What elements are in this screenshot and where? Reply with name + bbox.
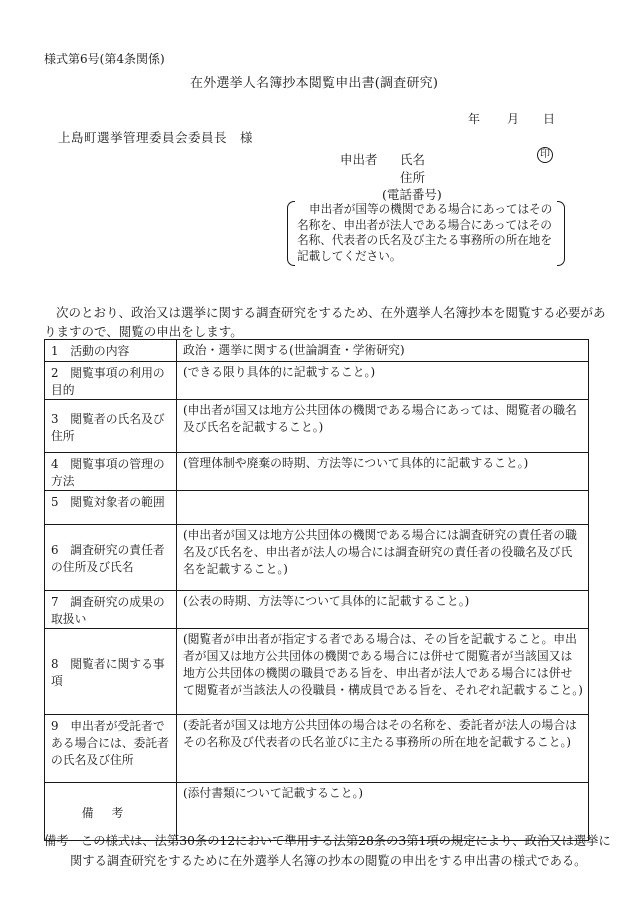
row-content[interactable]: (委託者が国又は地方公共団体の場合はその名称を、委託者が法人の場合はその名称及び代表者の氏名並びに主たる事務所の所在地を記載すること。): [177, 715, 589, 783]
row-content[interactable]: [177, 491, 589, 525]
seal-mark: 印: [537, 147, 553, 163]
table-row: [45, 715, 589, 783]
table-row: [45, 491, 589, 525]
row-content[interactable]: (管理体制や廃棄の時期、方法等について具体的に記載すること。): [177, 453, 589, 491]
row-content[interactable]: (閲覧者が申出者が指定する者である場合は、その旨を記載すること。申出者が国又は地方公共団体の機関である場合には併せて閲覧者が当該国又は地方公共団体の機関の職員である旨を、申出者が法人である場合には併せて閲覧者が当該法人の役職員・構成員である旨を、それぞれ記載すること。): [177, 629, 589, 715]
row-label: 5 閲覧対象者の範囲: [45, 491, 177, 525]
row-label: 4 閲覧事項の管理の方法: [45, 453, 177, 491]
applicant-note: [287, 201, 565, 266]
row-content[interactable]: (添付書類について記載すること。): [177, 783, 589, 841]
row-label: 7 調査研究の成果の取扱い: [45, 591, 177, 629]
intro-line: りますので、閲覧の申出をします。: [44, 324, 243, 339]
footer-note: [44, 831, 611, 871]
row-label: 6 調査研究の責任者の住所及び氏名: [45, 525, 177, 591]
note-line: 名称、代表者の氏名及び主たる事務所の所在地を: [297, 233, 552, 247]
table-row: [45, 400, 589, 453]
row-label: 2 閲覧事項の利用の目的: [45, 362, 177, 400]
table-row: [45, 591, 589, 629]
row-content[interactable]: (公表の時期、方法等について具体的に記載すること。): [177, 591, 589, 629]
row-label: 3 閲覧者の氏名及び住所: [45, 400, 177, 453]
document-title: 在外選挙人名簿抄本閲覧申出書(調査研究): [190, 76, 439, 91]
applicant-address-label: 住所: [400, 170, 426, 185]
table-row: [45, 362, 589, 400]
row-label: 1 活動の内容: [45, 340, 177, 362]
date-year-label: 年: [468, 112, 481, 126]
note-line: 申出者が国等の機関である場合にあってはその: [309, 202, 553, 216]
note-line: 名称を、申出者が法人である場合にあってはその: [297, 217, 552, 232]
date-day-label: 日: [543, 112, 556, 126]
applicant-name-label: 氏名: [400, 152, 426, 167]
date-month-label: 月: [507, 112, 520, 126]
note-bracket-left: [287, 201, 295, 266]
row-content[interactable]: (申出者が国又は地方公共団体の機関である場合には調査研究の責任者の職名及び氏名を、申出者が法人の場合には調査研究の責任者の役職名及び氏名を記載すること。): [177, 525, 589, 591]
row-content[interactable]: (できる限り具体的に記載すること。): [177, 362, 589, 400]
applicant-phone-label: (電話番号): [382, 187, 442, 202]
row-label-remarks: 備考: [45, 783, 177, 841]
footer-line: 備考 この様式は、法第30条の12において準用する法第28条の3第1項の規定により、政治又は選挙に: [44, 834, 611, 848]
row-content[interactable]: (申出者が国又は地方公共団体の機関である場合にあっては、閲覧者の職名及び氏名を記載すること。): [177, 400, 589, 453]
table-row: [45, 453, 589, 491]
table-row: [45, 629, 589, 715]
intro-line: 次のとおり、政治又は選挙に関する調査研究をするため、在外選挙人名簿抄本を閲覧する必要があ: [56, 305, 606, 320]
footer-line: 関する調査研究をするために在外選挙人名簿の抄本の閲覧の申出をする申出書の様式である。: [70, 854, 587, 868]
row-content[interactable]: 政治・選挙に関する(世論調査・学術研究): [177, 340, 589, 362]
applicant-note-text: [297, 202, 559, 264]
row-label: 9 申出者が受託者である場合には、委託者の氏名及び住所: [45, 715, 177, 783]
addressee: 上島町選挙管理委員会委員長 様: [58, 130, 254, 145]
intro-paragraph: [44, 303, 606, 341]
applicant-label: 申出者: [340, 152, 378, 167]
row-label: 8 閲覧者に関する事項: [45, 629, 177, 715]
application-table: [44, 339, 589, 841]
form-number: 様式第6号(第4条関係): [44, 52, 165, 66]
table-row: [45, 340, 589, 362]
table-row: [45, 525, 589, 591]
note-line: 記載してください。: [297, 248, 402, 263]
